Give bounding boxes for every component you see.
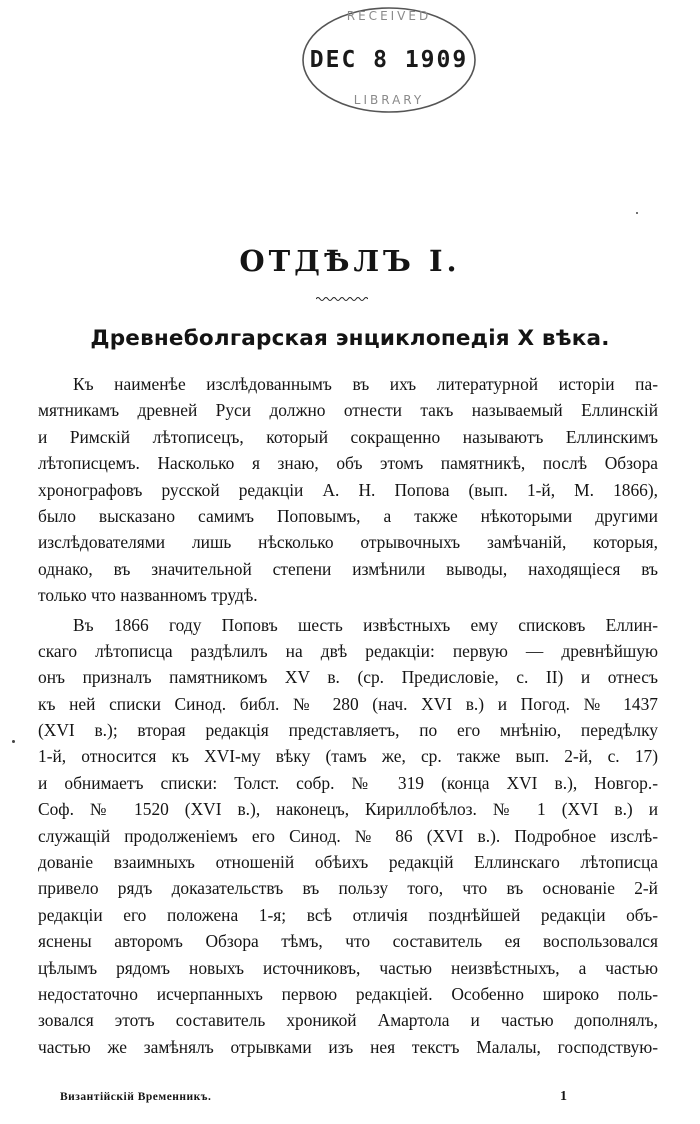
text-line: хронографовъ русской редакціи А. Н. Попова (вып. 1-й, М. 1866), — [38, 479, 658, 500]
text-line: Въ 1866 году Поповъ шесть извѣстныхъ ему списковъ Еллин- — [73, 614, 658, 635]
text-line: Соф. № 1520 (XVI в.), наконецъ, Кириллобѣлоз. № 1 (XVI в.) и — [38, 799, 658, 820]
text-line: скаго лѣтописца раздѣлилъ на двѣ редакціи: первую — древнѣйшую — [38, 640, 658, 661]
text-line: изслѣдователями лишь нѣсколько отрывочныхъ замѣчаній, которыя, — [38, 532, 658, 553]
text-line: (XVI в.); вторая редакція представляетъ, по его мнѣнію, передѣлку — [38, 720, 658, 741]
text-line: мятникамъ древней Руси должно отнести такъ называемый Еллинскій — [38, 400, 658, 421]
paragraph-2 — [38, 612, 658, 1061]
text-line: недостаточно исчерпанныхъ первою редакціей. Особенно широко поль- — [38, 983, 658, 1004]
journal-name: Византійскій Временникъ. — [60, 1091, 212, 1103]
text-line: привело рядъ доказательствъ въ пользу того, что въ основаніе 2-й — [38, 878, 658, 899]
signature-mark: 1 — [560, 1089, 567, 1104]
text-line: только что названномъ трудѣ. — [38, 585, 258, 606]
article-title: Древнеболгарская энциклопедія X вѣка. — [90, 326, 610, 351]
text-line: къ ней списки Синод. библ. № 280 (нач. XVI в.) и Погод. № 1437 — [38, 693, 658, 714]
article-body — [38, 371, 658, 1060]
page-footer — [60, 1091, 580, 1111]
text-line: редакціи его положена 1-я; всѣ отличія позднѣйшей редакціи объ- — [38, 904, 658, 925]
text-line: и обнимаетъ списки: Толст. собр. № 319 (конца XVI в.), Новгор.- — [38, 772, 658, 793]
page-speck — [636, 212, 638, 214]
page-speck — [12, 740, 15, 743]
stamp-bottom-text: LIBRARY — [353, 93, 425, 107]
paragraph-1 — [38, 371, 658, 609]
text-line: зовался этотъ составитель хроникой Амартола и частью дополнялъ, — [38, 1010, 658, 1031]
text-line: Къ наименѣе изслѣдованнымъ въ ихъ литературной исторіи па- — [73, 374, 658, 394]
text-line: цѣлымъ рядомъ новыхъ источниковъ, частью неизвѣстныхъ, а частью — [38, 957, 658, 978]
wavy-rule-ornament — [316, 294, 368, 304]
text-line: дованіе взаимныхъ отношеній обѣихъ редакцій Еллинскаго лѣтописца — [38, 852, 658, 873]
library-stamp — [300, 5, 478, 115]
text-line: лѣтописцемъ. Насколько я знаю, объ этомъ памятникѣ, послѣ Обзора — [38, 453, 658, 474]
text-line: 1-й, относится къ XVI-му вѣку (тамъ же, ср. также вып. 2-й, с. 17) — [38, 746, 658, 767]
text-line: яснены авторомъ Обзора тѣмъ, что составитель ея воспользовался — [38, 931, 658, 952]
text-line: однако, въ значительной степени измѣнили выводы, находящіеся въ — [38, 558, 658, 579]
text-line: служащій продолженіемъ его Синод. № 86 (XVI в.). Подробное изслѣ- — [38, 825, 658, 846]
text-line: было высказано самимъ Поповымъ, а также нѣкоторыми другими — [38, 505, 658, 526]
text-line: и Римскій лѣтописецъ, который сокращенно называютъ Еллинскимъ — [38, 426, 658, 447]
text-line: частью же замѣнялъ отрывками изъ нея текстъ Малалы, господствую- — [38, 1036, 658, 1057]
stamp-date: DEC 8 1909 — [309, 47, 469, 73]
text-line: онъ призналъ памятникомъ XV в. (ср. Предисловіе, с. II) и отнесъ — [38, 667, 658, 688]
section-heading: ОТДѢЛЪ I. — [239, 244, 461, 278]
stamp-top-text: RECEIVED — [346, 9, 432, 23]
